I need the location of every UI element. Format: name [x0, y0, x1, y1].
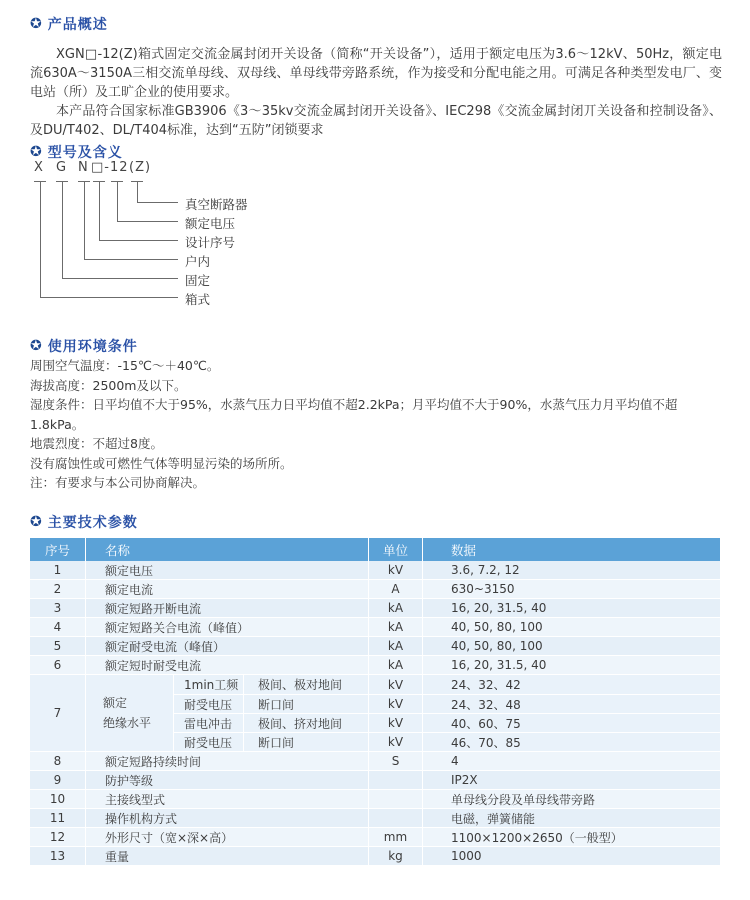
cell-unit: kA	[368, 637, 422, 655]
header-data: 数据	[422, 538, 720, 561]
cell-test-type: 耐受电压	[173, 695, 243, 713]
model-meaning-label: 真空断路器	[185, 197, 248, 212]
table-row	[30, 637, 720, 656]
cell-name: 主接线型式	[85, 790, 368, 808]
cell-no: 8	[53, 754, 62, 768]
cell-no: 5	[53, 639, 62, 653]
star-circle-icon: ✪	[30, 144, 43, 160]
environment-conditions-list	[30, 356, 722, 493]
cell-data: 40、60、75	[422, 714, 720, 732]
table-row	[30, 847, 720, 866]
cell-test-type: 1min工频	[173, 675, 243, 694]
cell-unit: kV	[368, 695, 422, 713]
cell-unit: kA	[368, 599, 422, 617]
cell-unit: kV	[368, 733, 422, 751]
table-row	[30, 618, 720, 637]
cell-unit: mm	[368, 828, 422, 846]
overview-section-title	[30, 14, 108, 34]
insulation-subrow	[173, 713, 720, 732]
diagram-line	[40, 297, 178, 298]
cell-unit	[368, 790, 422, 808]
cell-no: 9	[53, 773, 62, 787]
model-code-part: □-12	[91, 160, 129, 175]
cell-test-scope: 断口间	[243, 695, 368, 713]
insulation-subtable	[173, 675, 720, 751]
diagram-line	[117, 221, 178, 222]
cell-unit: kV	[368, 675, 422, 694]
cell-data: 40, 50, 80, 100	[422, 637, 720, 655]
cell-data: 46、70、85	[422, 733, 720, 751]
insulation-subrow	[173, 732, 720, 751]
cell-name	[85, 675, 173, 751]
cell-name: 额定短路开断电流	[85, 599, 368, 617]
section-title-text: 使用环境条件	[47, 339, 138, 355]
cell-name: 操作机构方式	[85, 809, 368, 827]
insulation-name-line1: 额定	[103, 696, 128, 710]
cell-data: IP2X	[422, 771, 720, 789]
model-meaning-label: 固定	[185, 273, 211, 288]
cell-data: 电磁，弹簧储能	[422, 809, 720, 827]
table-row	[30, 828, 720, 847]
table-row	[30, 771, 720, 790]
header-name: 名称	[85, 538, 368, 561]
cell-no: 12	[49, 830, 66, 844]
cell-data: 3.6, 7.2, 12	[422, 561, 720, 579]
diagram-line	[137, 181, 138, 202]
environment-line: 海拔高度：2500m及以下。	[30, 377, 187, 393]
cell-unit: kg	[368, 847, 422, 865]
cell-data: 630~3150	[422, 580, 720, 598]
table-row	[30, 656, 720, 675]
overview-paragraphs	[30, 45, 722, 140]
environment-line: 地震烈度：不超过8度。	[30, 436, 163, 451]
diagram-line	[84, 259, 178, 260]
cell-unit: S	[368, 752, 422, 770]
diagram-line	[99, 181, 100, 240]
table-row	[30, 599, 720, 618]
cell-test-scope: 断口间	[243, 733, 368, 751]
insulation-subrow	[173, 675, 720, 694]
cell-no: 7	[53, 706, 62, 720]
cell-unit: kA	[368, 618, 422, 636]
diagram-line	[99, 240, 178, 241]
cell-data: 16, 20, 31.5, 40	[422, 599, 720, 617]
environment-line: 周围空气温度：-15℃～＋40℃。	[30, 358, 220, 373]
table-header-row	[30, 538, 720, 561]
table-row	[30, 790, 720, 809]
cell-name: 防护等级	[85, 771, 368, 789]
header-no: 序号	[44, 542, 70, 558]
section-title-text: 型号及含义	[47, 145, 123, 161]
environment-section-title	[30, 336, 138, 356]
cell-no: 6	[53, 658, 62, 672]
model-code-part: N	[78, 160, 89, 175]
star-circle-icon: ✪	[30, 514, 43, 530]
cell-no: 10	[49, 792, 66, 806]
cell-name: 额定电压	[85, 561, 368, 579]
cell-unit: A	[368, 580, 422, 598]
cell-test-type: 耐受电压	[173, 733, 243, 751]
star-circle-icon: ✪	[30, 16, 43, 32]
cell-unit	[368, 771, 422, 789]
table-row	[30, 561, 720, 580]
overview-paragraph-2: 本产品符合国家标准GB3906《3～35kv交流金属封闭开关设备》、IEC298《交流金属封闭丌关设备和控制设备》、及DU/T402、DL/T404标准，达到“五防”闭锁要求	[30, 104, 722, 138]
cell-data: 4	[422, 752, 720, 770]
cell-data: 1100×1200×2650（一般型）	[422, 828, 720, 846]
cell-data: 24、32、48	[422, 695, 720, 713]
cell-name: 额定短路持续时间	[85, 752, 368, 770]
parameters-section-title	[30, 512, 138, 532]
header-unit: 单位	[368, 538, 422, 561]
section-title-text: 产品概述	[47, 17, 108, 33]
table-row	[30, 809, 720, 828]
table-row	[30, 752, 720, 771]
cell-data: 40, 50, 80, 100	[422, 618, 720, 636]
environment-line: 没有腐蚀性或可燃性气体等明显污染的场所所。	[30, 455, 293, 471]
cell-test-type: 雷电冲击	[173, 714, 243, 732]
model-code-part: X	[34, 160, 44, 175]
star-circle-icon: ✪	[30, 338, 43, 354]
model-section-title	[30, 142, 123, 162]
cell-data: 16, 20, 31.5, 40	[422, 656, 720, 674]
cell-unit: kV	[368, 714, 422, 732]
cell-name: 重量	[85, 847, 368, 865]
diagram-line	[40, 181, 41, 297]
cell-test-scope: 极间、极对地间	[243, 675, 368, 694]
model-code-part: (Z)	[129, 160, 152, 175]
cell-test-scope: 极间、挤对地间	[243, 714, 368, 732]
cell-data: 1000	[422, 847, 720, 865]
cell-name: 额定耐受电流（峰值）	[85, 637, 368, 655]
model-code-diagram	[30, 160, 430, 310]
cell-unit: kA	[368, 656, 422, 674]
cell-unit	[368, 809, 422, 827]
cell-name: 外形尺寸（宽×深×高）	[85, 828, 368, 846]
cell-data: 24、32、42	[422, 675, 720, 694]
cell-no: 13	[49, 849, 66, 863]
insulation-name-line2: 绝缘水平	[103, 716, 152, 730]
cell-name: 额定短路关合电流（峰值）	[85, 618, 368, 636]
environment-line: 注：有要求与本公司协商解决。	[30, 475, 206, 490]
diagram-line	[62, 278, 178, 279]
environment-line: 湿度条件：日平均值不大于95%，水蒸气压力日平均值不超2.2kPa；月平均值不大于90%，水蒸气压力月平均值不超1.8kPa。	[30, 397, 678, 432]
table-row-insulation-level	[30, 675, 720, 752]
cell-unit: kV	[368, 561, 422, 579]
cell-name: 额定电流	[85, 580, 368, 598]
cell-name: 额定短时耐受电流	[85, 656, 368, 674]
cell-no: 1	[53, 563, 62, 577]
diagram-line	[117, 181, 118, 221]
cell-no: 11	[49, 811, 66, 825]
section-title-text: 主要技术参数	[47, 515, 138, 531]
cell-no: 4	[53, 620, 62, 634]
parameters-table	[30, 538, 720, 866]
diagram-line	[84, 181, 85, 259]
diagram-line	[62, 181, 63, 278]
model-meaning-label: 设计序号	[185, 235, 236, 250]
cell-no: 3	[53, 601, 62, 615]
overview-paragraph-1: XGN□-12(Z)箱式固定交流金属封闭开关设备（简称“开关设备”），适用于额定电压为3.6～12kV、50Hz，额定电流630A～3150A三相交流单母线、双母线、单母线带旁路系统，作为接受和分配电能之用。可满足各种类型发电厂、变电站（所）及工旷企业的使用要求。	[30, 47, 722, 100]
model-code-part: G	[56, 160, 68, 175]
model-meaning-label: 额定电压	[185, 216, 236, 231]
insulation-subrow	[173, 694, 720, 713]
diagram-line	[137, 202, 178, 203]
cell-data: 单母线分段及单母线带旁路	[422, 790, 720, 808]
model-meaning-label: 户内	[185, 254, 211, 269]
table-row	[30, 580, 720, 599]
model-meaning-label: 箱式	[185, 292, 211, 307]
cell-no: 2	[53, 582, 62, 596]
